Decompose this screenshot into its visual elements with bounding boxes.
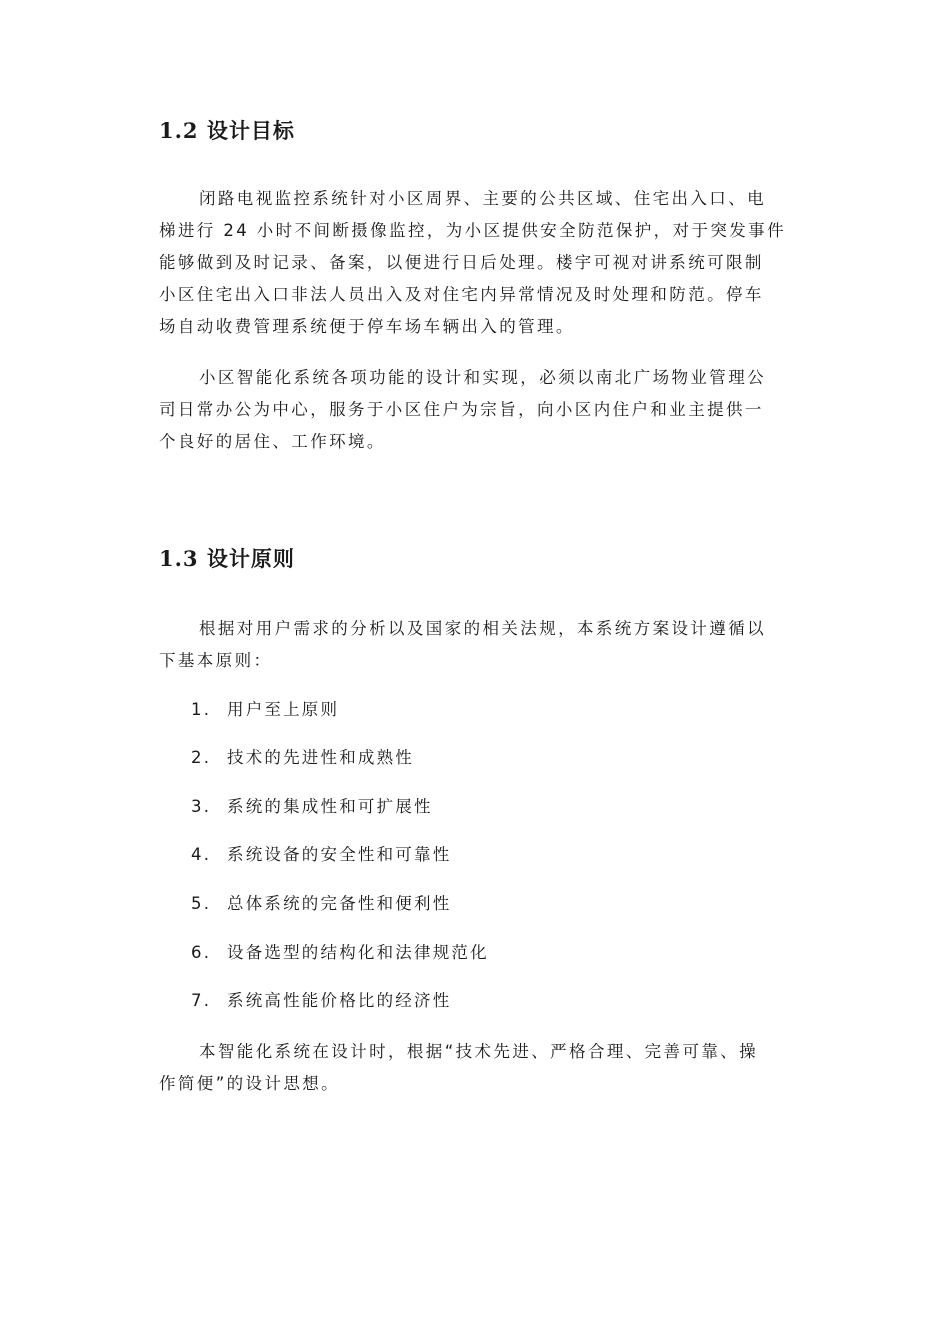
paragraph-principles-intro [159, 613, 837, 677]
list-item-number: 2. [191, 748, 212, 767]
paragraph-line: 作简便”的设计思想。 [159, 1074, 341, 1093]
list-item-text: 系统高性能价格比的经济性 [227, 991, 452, 1010]
list-item-number: 1. [191, 700, 212, 719]
paragraph-line: 小区智能化系统各项功能的设计和实现，必须以南北广场物业管理公 [199, 368, 766, 387]
list-item [191, 989, 451, 1013]
paragraph-line: 闭路电视监控系统针对小区周界、主要的公共区域、住宅出入口、电 [199, 189, 766, 208]
paragraph-design-goals-2 [159, 362, 837, 458]
paragraph-line: 能够做到及时记录、备案，以便进行日后处理。楼宇可视对讲系统可限制 [159, 253, 764, 272]
list-item-number: 3. [191, 797, 212, 816]
list-item-text: 系统的集成性和可扩展性 [227, 797, 433, 816]
paragraph-line: 小区住宅出入口非法人员出入及对住宅内异常情况及时处理和防范。停车 [159, 285, 764, 304]
paragraph-line: 场自动收费管理系统便于停车场车辆出入的管理。 [159, 317, 575, 336]
list-item-text: 系统设备的安全性和可靠性 [227, 845, 452, 864]
list-item-number: 6. [191, 943, 212, 962]
paragraph-line: 个良好的居住、工作环境。 [159, 432, 386, 451]
paragraph-design-goals-1 [159, 183, 837, 343]
list-item [191, 892, 451, 916]
list-item [191, 941, 489, 965]
section-heading-1-3: 1.3 设计原则 [159, 546, 295, 571]
paragraph-line: 司日常办公为中心，服务于小区住户为宗旨，向小区内住户和业主提供一 [159, 400, 764, 419]
paragraph-line: 本智能化系统在设计时，根据“技术先进、严格合理、完善可靠、操 [199, 1042, 759, 1061]
list-item [191, 746, 414, 770]
list-item-text: 设备选型的结构化和法律规范化 [227, 943, 489, 962]
list-item [191, 843, 451, 867]
list-item-text: 用户至上原则 [227, 700, 340, 719]
section-heading-1-2: 1.2 设计目标 [159, 118, 295, 143]
paragraph-line: 下基本原则： [159, 651, 273, 670]
list-item-number: 5. [191, 894, 212, 913]
list-item [191, 698, 339, 722]
list-item-number: 7. [191, 991, 212, 1010]
list-item-number: 4. [191, 845, 212, 864]
paragraph-principles-closing [159, 1036, 837, 1100]
list-item-text: 总体系统的完备性和便利性 [227, 894, 452, 913]
paragraph-line: 根据对用户需求的分析以及国家的相关法规，本系统方案设计遵循以 [199, 619, 766, 638]
list-item [191, 795, 433, 819]
list-item-text: 技术的先进性和成熟性 [227, 748, 414, 767]
paragraph-line: 梯进行 24 小时不间断摄像监控，为小区提供安全防范保护，对于突发事件 [159, 221, 786, 240]
